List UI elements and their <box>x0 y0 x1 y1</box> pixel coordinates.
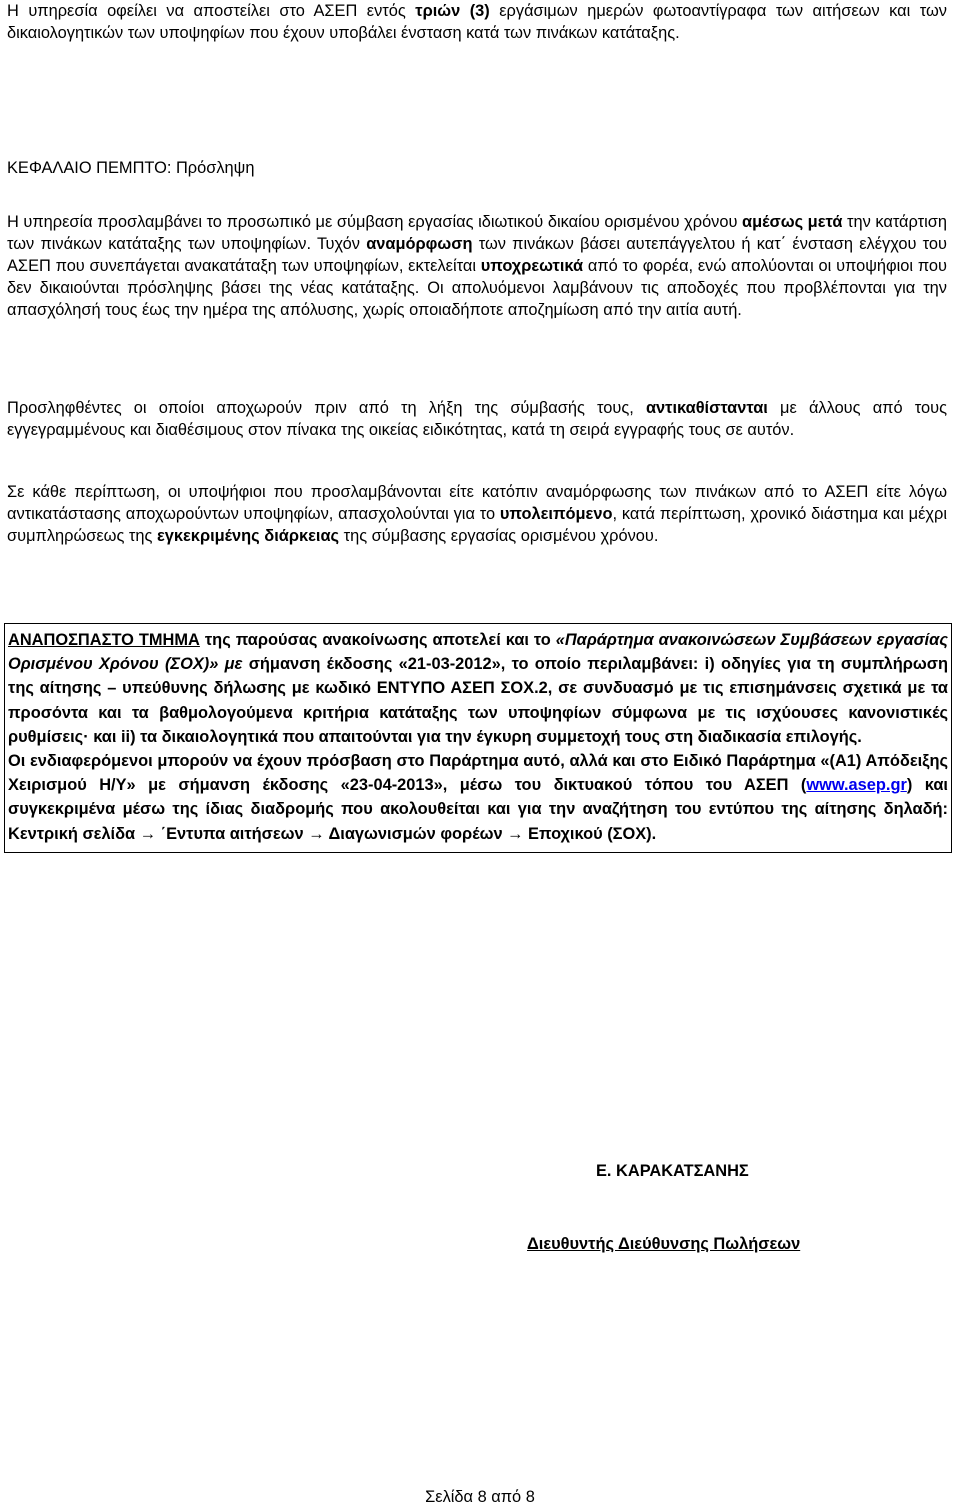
signatory-title <box>527 1233 800 1255</box>
underlined-text: ΑΝΑΠΟΣΠΑΣΤΟ ΤΜΗΜΑ <box>8 631 200 649</box>
text-run: ) και συγκεκριμένα μέσω της ίδιας διαδρομής που ακολουθείται και για την αναζήτηση του εντύπου της αίτησης δηλαδή: Κεντρική σελίδα <box>8 776 948 843</box>
text-run: της παρούσας ανακοίνωσης αποτελεί και το <box>199 631 556 649</box>
bold-text: αμέσως μετά <box>742 213 843 231</box>
signatory-name: Ε. ΚΑΡΑΚΑΤΣΑΝΗΣ <box>596 1162 749 1180</box>
text-run: Εποχικού (ΣΟΧ). <box>523 824 657 843</box>
annex-access-paragraph <box>8 749 948 846</box>
text-run: σήμανση έκδοσης «21-03-2012», το οποίο περιλαμβάνει: i) οδηγίες για τη συμπλήρωση της αίτησης – υπεύθυνης δήλωσης με κωδικό ΕΝΤΥΠΟ ΑΣΕΠ ΣΟΧ.2, σε συνδυασμό με τις επισημάνσεις σχετικά με τα προσόντα και τα βαθμολογούμενα κριτήρια κατάταξης των υποψηφίων σύμφωνα με τις ισχύουσες κανονιστικές ρυθμίσεις· και ii) τα δικαιολογητικά που απαιτούνται για την έγκυρη συμμετοχή τους στη διαδικασία επιλογής. <box>8 655 948 746</box>
page-footer: Σελίδα 8 από 8 <box>425 1488 535 1506</box>
bold-text: υπολειπόμενο <box>499 505 613 523</box>
italic-text: «Παράρτημα ανακοινώσεων Συμβάσεων εργασίας Ορισμένου Χρόνου (ΣΟΧ)» με <box>8 631 948 674</box>
bold-text: υποχρεωτικά <box>480 257 584 275</box>
bold-text: αντικαθίστανται <box>645 399 768 417</box>
asep-website-link[interactable]: www.asep.gr <box>806 776 907 795</box>
bold-text: εγκεκριμένης διάρκειας <box>156 527 340 545</box>
right-arrow-icon: → <box>139 824 157 843</box>
paragraph-replacement <box>7 397 947 441</box>
paragraph-submission-deadline <box>7 0 947 44</box>
text-run: Σε κάθε περίπτωση, οι υποψήφιοι που προσλαμβάνονται είτε κατόπιν αναμόρφωσης των πινάκων από το ΑΣΕΠ είτε λόγω αντικατάστασης αποχωρούντων υποψηφίων, απασχολούνται για το <box>7 483 947 523</box>
bold-text: τριών (3) <box>415 2 490 20</box>
chapter-heading: ΚΕΦΑΛΑΙΟ ΠΕΜΠΤΟ: Πρόσληψη <box>7 159 255 177</box>
paragraph-employment-duration <box>7 481 947 547</box>
bold-text: αναμόρφωση <box>366 235 473 253</box>
text-run: Η υπηρεσία οφείλει να αποστείλει στο ΑΣΕΠ εντός <box>7 2 416 20</box>
text-run: από το φορέα, ενώ απολύονται οι υποψήφιοι που δεν δικαιούνται πρόσληψης βάσει της νέας κατάταξης. Οι απολυόμενοι λαμβάνουν τις αποδοχές που προβλέπονται για την απασχόλησή τους έως την ημέρα της απόλυσης, χωρίς οποιαδήποτε αποζημίωση από την αιτία αυτή. <box>7 257 947 319</box>
text-run: εργάσιμων ημερών φωτοαντίγραφα των αιτήσεων και των δικαιολογητικών των υποψηφίων που έχουν υποβάλει ένσταση κατά των πινάκων κατάταξης. <box>7 2 947 42</box>
text-run: Προσληφθέντες οι οποίοι αποχωρούν πριν από τη λήξη της σύμβασής τους, <box>7 399 646 417</box>
text-run: Η υπηρεσία προσλαμβάνει το προσωπικό με σύμβαση εργασίας ιδιωτικού δικαίου ορισμένου χρόνου <box>7 213 743 231</box>
text-run: Οι ενδιαφερόμενοι μπορούν να έχουν πρόσβαση στο Παράρτημα αυτό, αλλά και στο Ειδικό Παράρτημα «(Α1) Απόδειξης Χειρισμού Η/Υ» με σήμανση έκδοσης «23-04-2013», μέσω του δικτυακού τόπου του ΑΣΕΠ ( <box>8 752 948 795</box>
annex-notice-box <box>4 623 952 853</box>
text-run: , κατά περίπτωση, χρονικό διάστημα και μέχρι συμπληρώσεως της <box>7 505 947 545</box>
text-run: ΄Εντυπα αιτήσεων <box>156 824 309 843</box>
text-run: με άλλους από τους εγγεγραμμένους και διαθέσιμους στον πίνακα της οικείας ειδικότητας, κατά τη σειρά εγγραφής τους σε αυτόν. <box>7 399 947 439</box>
text-run: της σύμβασης εργασίας ορισμένου χρόνου. <box>339 527 659 545</box>
text-run: την κατάρτιση των πινάκων κατάταξης των υποψηφίων. Τυχόν <box>7 213 947 253</box>
text-run: Διαγωνισμών φορέων <box>324 824 508 843</box>
paragraph-hiring <box>7 211 947 321</box>
text-run: των πινάκων βάσει αυτεπάγγελτου ή κατ΄ ένσταση ελέγχου του ΑΣΕΠ που συνεπάγεται ανακατάταξη των υποψηφίων, εκτελείται <box>7 235 947 275</box>
annex-notice-paragraph <box>8 628 948 749</box>
right-arrow-icon: → <box>507 824 524 843</box>
signatory-title-text: Διευθυντής Διεύθυνσης Πωλήσεων <box>527 1235 801 1253</box>
right-arrow-icon: → <box>308 824 325 843</box>
